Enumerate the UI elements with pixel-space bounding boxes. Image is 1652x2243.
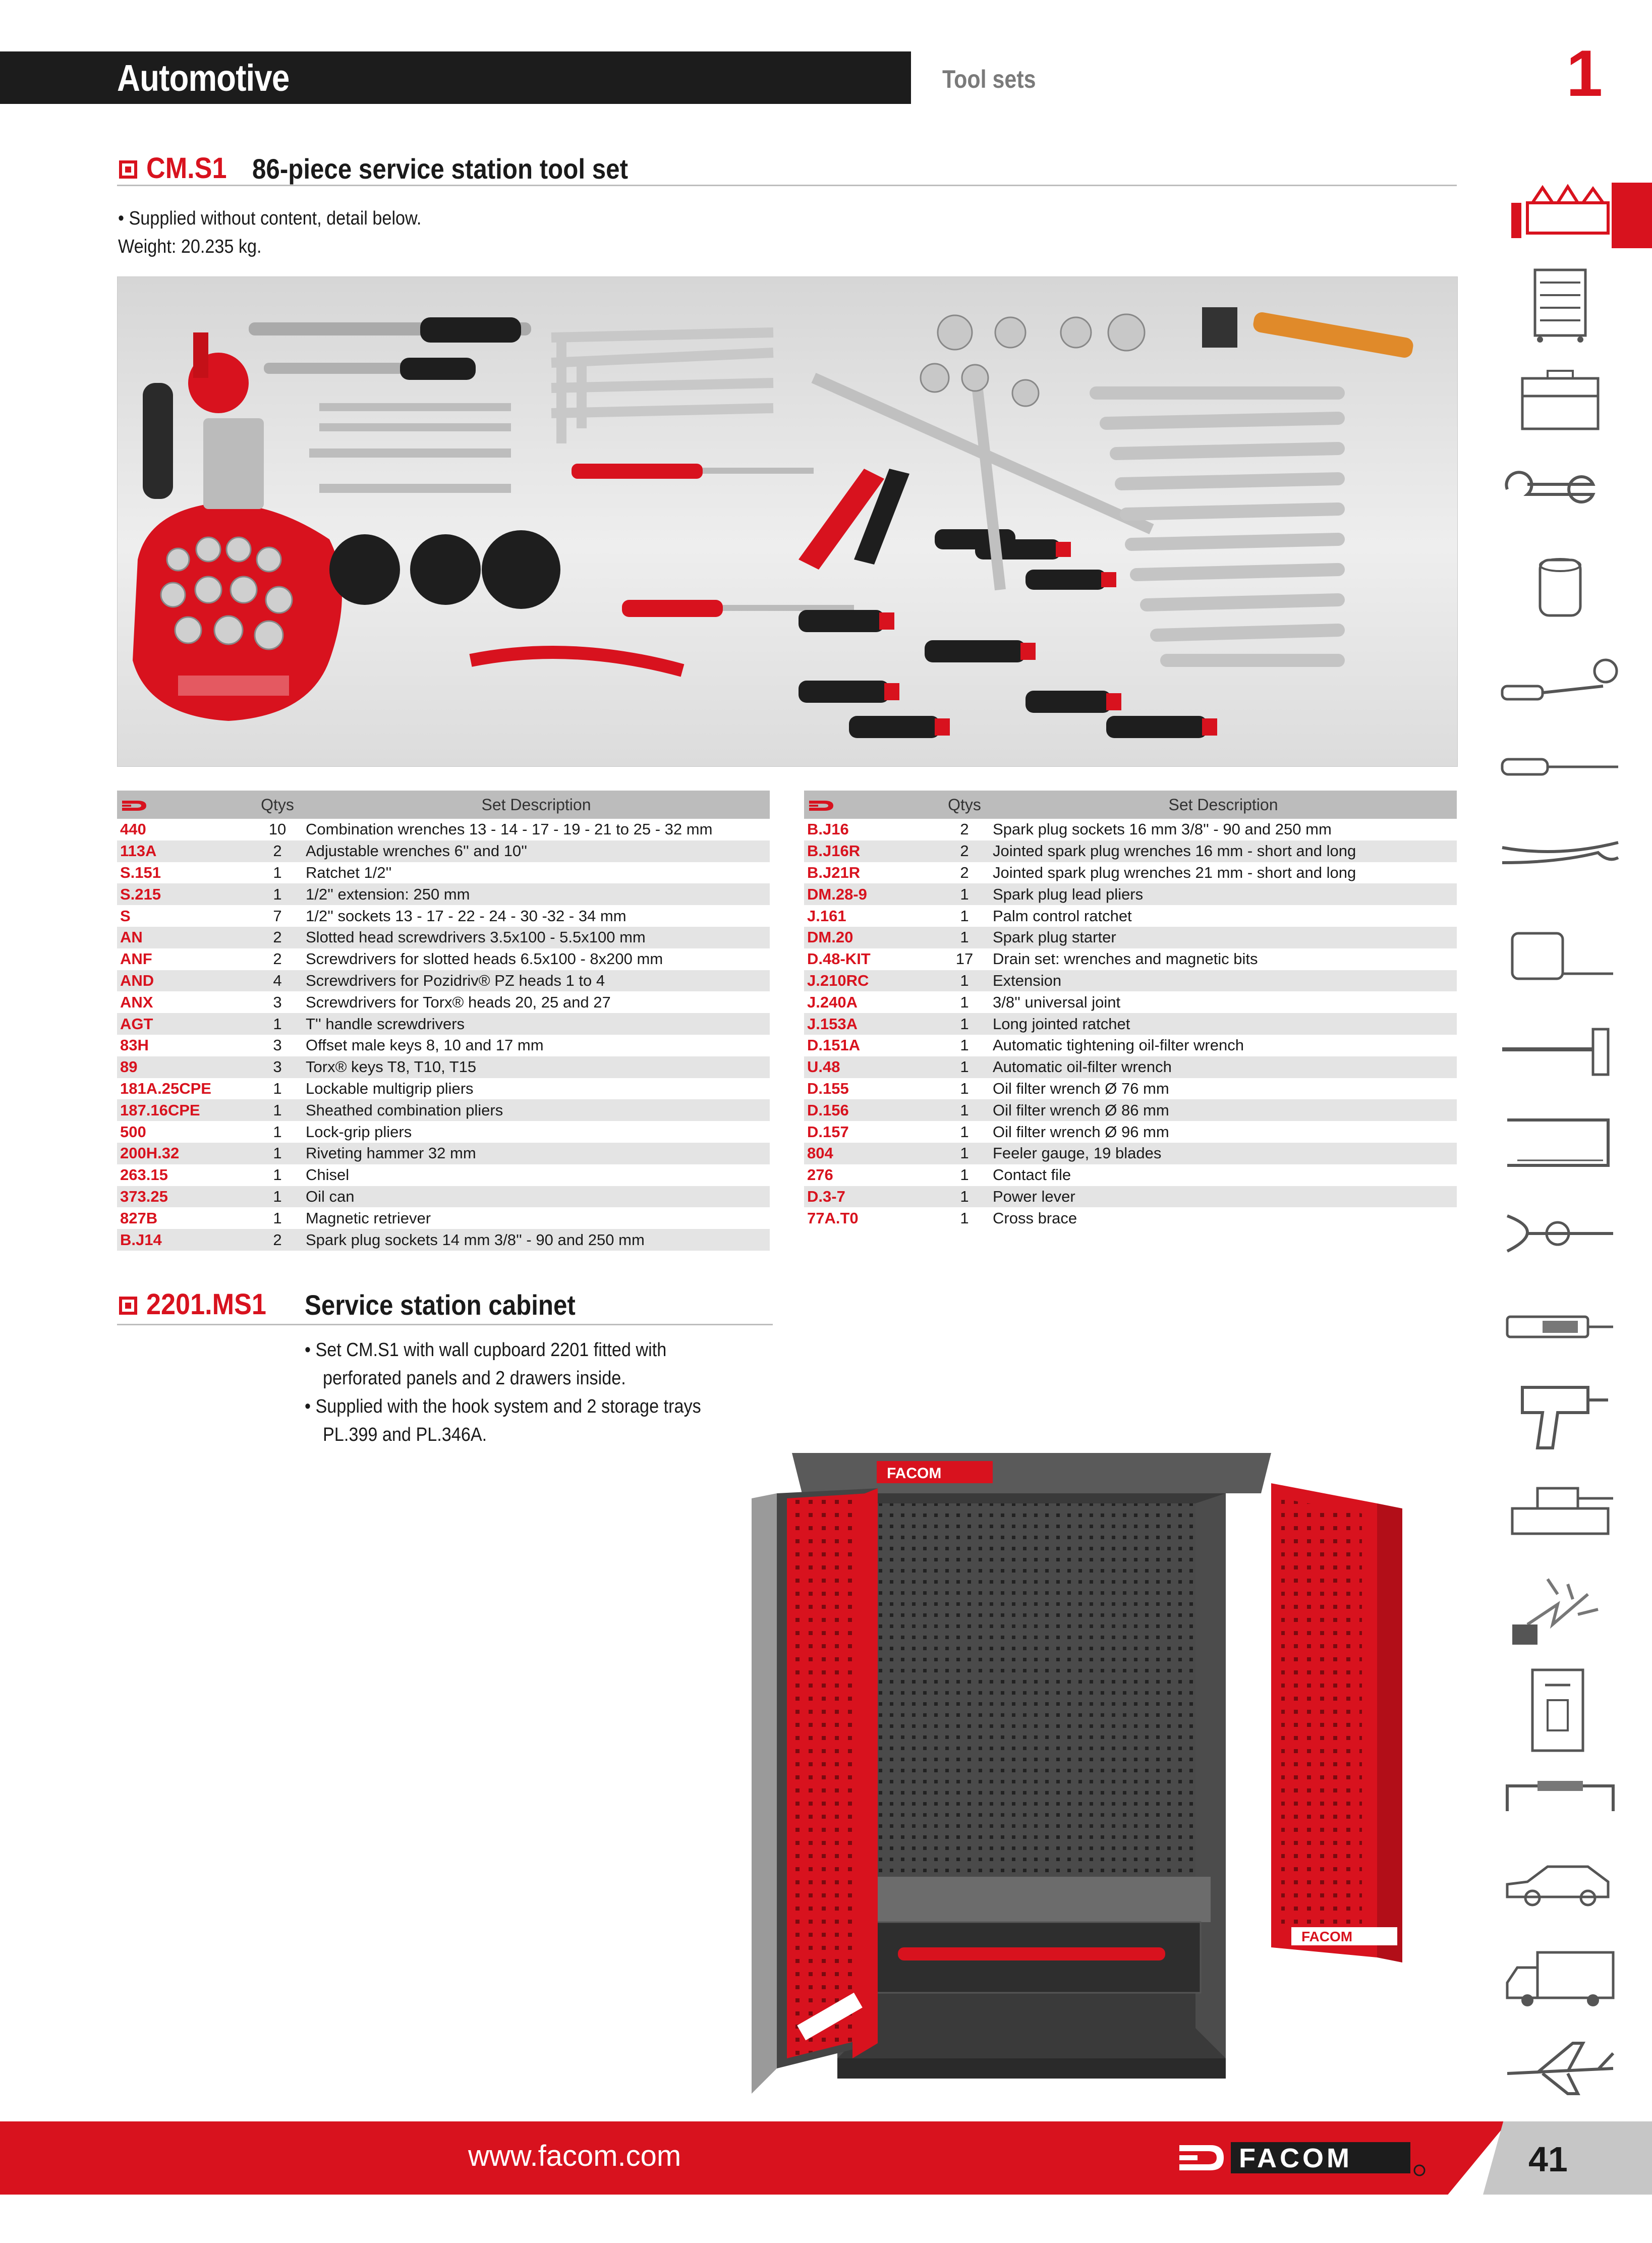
product-code: 2201.MS1 — [146, 1288, 266, 1321]
part-quantity: 3 — [273, 993, 282, 1011]
table-row — [804, 883, 1457, 905]
part-reference: DM.28-9 — [804, 883, 939, 905]
table-row — [117, 1207, 770, 1229]
part-description: Oil filter wrench Ø 86 mm — [990, 1099, 1457, 1121]
safety-spark-icon[interactable] — [1497, 1564, 1623, 1630]
part-description: Lockable multigrip pliers — [306, 1079, 474, 1097]
part-reference: DM.20 — [804, 927, 939, 948]
product-note: • Supplied without content, detail below. — [118, 208, 422, 229]
part-description: T'' handle screwdrivers — [303, 1013, 770, 1035]
tool-box-icon[interactable] — [1497, 368, 1623, 434]
table-row — [804, 1035, 1457, 1056]
table-row — [804, 1056, 1457, 1078]
cabinet-brand-label: FACOM — [887, 1465, 942, 1482]
hacksaw-icon[interactable] — [1497, 1110, 1623, 1175]
part-reference: 77A.T0 — [807, 1209, 859, 1227]
part-description: Spark plug starter — [990, 927, 1457, 948]
part-reference: B.J14 — [117, 1229, 252, 1251]
part-reference: S — [120, 907, 131, 925]
table-row — [117, 1229, 770, 1251]
part-quantity: 1 — [939, 970, 990, 992]
ratchet-icon[interactable] — [1497, 651, 1623, 716]
part-description: Magnetic retriever — [306, 1209, 431, 1227]
part-quantity: 4 — [252, 970, 303, 992]
electrical-icon[interactable] — [1497, 1665, 1623, 1730]
tool-set-photo — [117, 276, 1458, 767]
part-description: Sheathed combination pliers — [303, 1099, 770, 1121]
part-description: Feeler gauge, 19 blades — [990, 1143, 1457, 1164]
table-row — [117, 819, 770, 840]
part-reference: 827B — [120, 1209, 158, 1227]
part-quantity: 1 — [960, 907, 969, 925]
cabinet-description-line: • Supplied with the hook system and 2 storage trays — [305, 1396, 701, 1417]
vise-icon[interactable] — [1497, 1478, 1623, 1544]
part-quantity: 1 — [939, 927, 990, 948]
table-row — [804, 948, 1457, 970]
screwdriver-icon[interactable] — [1497, 742, 1623, 807]
part-quantity: 1 — [939, 1186, 990, 1208]
page-number: 41 — [1528, 2140, 1568, 2179]
parts-table-left — [117, 791, 770, 1251]
table-row — [804, 1164, 1457, 1186]
table-row — [804, 1207, 1457, 1229]
table-row — [117, 1186, 770, 1208]
handle-icon[interactable] — [1497, 1771, 1623, 1836]
part-description: Oil can — [303, 1186, 770, 1208]
part-quantity: 17 — [955, 950, 974, 968]
table-row — [117, 948, 770, 970]
description-column-header: Set Description — [990, 791, 1457, 819]
part-reference: S.215 — [117, 883, 252, 905]
part-reference: B.J21R — [807, 863, 861, 881]
socket-icon[interactable] — [1497, 555, 1623, 621]
product-title: 86-piece service station tool set — [252, 153, 628, 185]
part-quantity: 1 — [273, 863, 282, 881]
tool-set-illustration — [118, 277, 1457, 766]
part-description: Ratchet 1/2'' — [306, 863, 392, 881]
title-rule — [117, 185, 1457, 186]
part-description: Screwdrivers for slotted heads 6.5x100 - 8x200 mm — [306, 950, 663, 968]
table-row — [117, 840, 770, 862]
part-description: Cross brace — [993, 1209, 1077, 1227]
part-reference: 440 — [120, 820, 146, 838]
part-quantity: 1 — [939, 1143, 990, 1164]
table-row — [117, 970, 770, 992]
table-row — [804, 1143, 1457, 1164]
part-quantity: 2 — [273, 950, 282, 968]
table-row — [117, 1099, 770, 1121]
part-description: Contact file — [993, 1166, 1071, 1184]
part-description: Riveting hammer 32 mm — [303, 1143, 770, 1164]
puller-icon[interactable] — [1497, 1201, 1623, 1266]
part-reference: J.153A — [804, 1013, 939, 1035]
part-quantity: 2 — [252, 1229, 303, 1251]
torque-tester-icon[interactable] — [1497, 1302, 1623, 1367]
table-row — [804, 927, 1457, 948]
part-reference: ANF — [120, 950, 152, 968]
table-row — [117, 1078, 770, 1100]
product-code: CM.S1 — [146, 152, 227, 185]
part-quantity: 10 — [268, 820, 287, 838]
table-row — [117, 1143, 770, 1164]
part-quantity: 1 — [960, 1209, 969, 1227]
service-cabinet-image — [686, 1443, 1443, 2109]
reference-column-header — [117, 791, 252, 819]
title-rule — [117, 1324, 773, 1325]
footer-brand-label: FACOM — [1239, 2143, 1352, 2173]
part-description: Spark plug lead pliers — [990, 883, 1457, 905]
part-reference: 187.16CPE — [117, 1099, 252, 1121]
roller-cabinet-icon[interactable] — [1497, 267, 1623, 333]
part-description: Chisel — [306, 1166, 350, 1184]
wrench-icon[interactable] — [1497, 464, 1623, 530]
car-icon[interactable] — [1497, 1857, 1623, 1922]
part-description: Combination wrenches 13 - 14 - 17 - 19 - 21 to 25 - 32 mm — [306, 820, 713, 838]
table-row — [117, 905, 770, 927]
part-reference: D.156 — [804, 1099, 939, 1121]
part-reference: J.240A — [807, 993, 858, 1011]
facom-footer-logo — [1175, 2138, 1428, 2177]
description-column-header: Set Description — [303, 791, 770, 819]
part-description: Lock-grip pliers — [306, 1123, 412, 1141]
part-quantity: 1 — [960, 1123, 969, 1141]
part-description: Adjustable wrenches 6'' and 10'' — [303, 840, 770, 862]
tool-chest-icon[interactable] — [1497, 183, 1623, 248]
part-reference: S.151 — [120, 863, 161, 881]
part-quantity: 1 — [960, 1166, 969, 1184]
hammer-icon[interactable] — [1497, 1019, 1623, 1085]
table-row — [804, 1121, 1457, 1143]
part-reference: AN — [117, 927, 252, 948]
part-quantity: 2 — [960, 820, 969, 838]
part-reference: 181A.25CPE — [120, 1079, 211, 1097]
part-quantity: 7 — [273, 907, 282, 925]
part-reference: 113A — [117, 840, 252, 862]
table-row — [804, 1186, 1457, 1208]
part-quantity: 1 — [273, 1123, 282, 1141]
part-description: Extension — [990, 970, 1457, 992]
part-quantity: 2 — [939, 840, 990, 862]
part-quantity: 1 — [252, 883, 303, 905]
part-description: Oil filter wrench Ø 76 mm — [993, 1079, 1169, 1097]
table-row — [804, 1099, 1457, 1121]
part-description: Automatic oil-filter wrench — [990, 1056, 1457, 1078]
chapter-title: Automotive — [117, 57, 290, 99]
part-reference: B.J16 — [807, 820, 849, 838]
cabinet-description-line: • Set CM.S1 with wall cupboard 2201 fitted with — [305, 1339, 667, 1361]
part-description: 1/2'' sockets 13 - 17 - 22 - 24 - 30 -32 - 34 mm — [306, 907, 626, 925]
part-reference: 83H — [120, 1036, 149, 1054]
chapter-number: 1 — [1566, 36, 1603, 110]
part-quantity: 1 — [960, 1036, 969, 1054]
part-reference: J.161 — [807, 907, 846, 925]
cabinet-description-line: perforated panels and 2 drawers inside. — [323, 1368, 626, 1389]
part-description: Slotted head screwdrivers 3.5x100 - 5.5x100 mm — [303, 927, 770, 948]
table-row — [804, 970, 1457, 992]
tape-measure-icon[interactable] — [1497, 923, 1623, 989]
table-row — [117, 1121, 770, 1143]
qty-column-header: Qtys — [252, 791, 303, 819]
qty-column-header: Qtys — [939, 791, 990, 819]
part-quantity: 2 — [252, 840, 303, 862]
door-brand-label: FACOM — [1301, 1929, 1353, 1944]
product-marker-icon — [119, 1297, 137, 1315]
parts-table-right — [804, 791, 1457, 1229]
part-reference: D.155 — [807, 1079, 849, 1097]
part-reference: AGT — [117, 1013, 252, 1035]
part-quantity: 1 — [273, 1079, 282, 1097]
reference-column-header — [804, 791, 939, 819]
table-row — [117, 1056, 770, 1078]
part-reference: U.48 — [804, 1056, 939, 1078]
part-quantity: 3 — [252, 1056, 303, 1078]
part-description: Power lever — [990, 1186, 1457, 1208]
table-row — [804, 991, 1457, 1013]
part-description: Oil filter wrench Ø 96 mm — [993, 1123, 1169, 1141]
part-reference: D.48-KIT — [807, 950, 871, 968]
table-row — [117, 991, 770, 1013]
table-row — [804, 1078, 1457, 1100]
part-quantity: 1 — [960, 1079, 969, 1097]
facom-reference-icon — [121, 799, 148, 813]
part-description: Jointed spark plug wrenches 16 mm - short and long — [990, 840, 1457, 862]
website-link[interactable]: www.facom.com — [468, 2140, 681, 2172]
cabinet-description-line: PL.399 and PL.346A. — [323, 1424, 487, 1445]
part-reference: D.3-7 — [804, 1186, 939, 1208]
section-title: Tool sets — [942, 65, 1036, 93]
part-reference: 500 — [120, 1123, 146, 1141]
table-row — [117, 1035, 770, 1056]
table-row — [804, 862, 1457, 884]
part-description: Automatic tightening oil-filter wrench — [993, 1036, 1244, 1054]
truck-icon[interactable] — [1497, 1947, 1623, 2013]
part-quantity: 1 — [252, 1143, 303, 1164]
part-description: Spark plug sockets 14 mm 3/8'' - 90 and 250 mm — [303, 1229, 770, 1251]
part-quantity: 1 — [252, 1099, 303, 1121]
part-quantity: 2 — [252, 927, 303, 948]
table-row — [117, 883, 770, 905]
part-reference: 804 — [804, 1143, 939, 1164]
part-reference: 200H.32 — [117, 1143, 252, 1164]
part-reference: 373.25 — [117, 1186, 252, 1208]
part-description: Palm control ratchet — [993, 907, 1132, 925]
part-quantity: 1 — [939, 1013, 990, 1035]
part-reference: D.157 — [807, 1123, 849, 1141]
facom-reference-icon — [808, 799, 835, 813]
part-reference: AND — [117, 970, 252, 992]
product-weight: Weight: 20.235 kg. — [118, 236, 262, 257]
table-row — [117, 862, 770, 884]
product-marker-icon — [119, 160, 137, 179]
part-description: Torx® keys T8, T10, T15 — [303, 1056, 770, 1078]
part-quantity: 1 — [252, 1013, 303, 1035]
part-description: Offset male keys 8, 10 and 17 mm — [306, 1036, 544, 1054]
part-quantity: 1 — [273, 1166, 282, 1184]
part-quantity: 1 — [939, 1099, 990, 1121]
part-reference: ANX — [120, 993, 153, 1011]
part-quantity: 2 — [960, 863, 969, 881]
part-description: 3/8'' universal joint — [993, 993, 1121, 1011]
part-quantity: 1 — [960, 993, 969, 1011]
part-description: 1/2'' extension: 250 mm — [303, 883, 770, 905]
part-description: Long jointed ratchet — [990, 1013, 1457, 1035]
part-description: Drain set: wrenches and magnetic bits — [993, 950, 1258, 968]
part-description: Screwdrivers for Torx® heads 20, 25 and 27 — [306, 993, 611, 1011]
table-row — [117, 1164, 770, 1186]
part-reference: 89 — [117, 1056, 252, 1078]
table-row — [117, 1013, 770, 1035]
part-quantity: 3 — [273, 1036, 282, 1054]
product-title: Service station cabinet — [305, 1289, 576, 1321]
table-row — [804, 1013, 1457, 1035]
part-description: Screwdrivers for Pozidriv® PZ heads 1 to 4 — [303, 970, 770, 992]
table-row — [117, 927, 770, 948]
part-description: Jointed spark plug wrenches 21 mm - short and long — [993, 863, 1356, 881]
impact-wrench-icon[interactable] — [1497, 1377, 1623, 1443]
part-reference: D.151A — [807, 1036, 861, 1054]
part-reference: J.210RC — [804, 970, 939, 992]
part-reference: 263.15 — [120, 1166, 168, 1184]
part-quantity: 1 — [252, 1186, 303, 1208]
table-row — [804, 905, 1457, 927]
aircraft-icon[interactable] — [1497, 2033, 1623, 2099]
part-quantity: 1 — [939, 883, 990, 905]
part-reference: 276 — [807, 1166, 833, 1184]
pliers-icon[interactable] — [1497, 827, 1623, 893]
table-row — [804, 819, 1457, 840]
part-quantity: 1 — [939, 1056, 990, 1078]
part-quantity: 1 — [273, 1209, 282, 1227]
part-reference: B.J16R — [804, 840, 939, 862]
table-row — [804, 840, 1457, 862]
part-description: Spark plug sockets 16 mm 3/8'' - 90 and 250 mm — [993, 820, 1332, 838]
